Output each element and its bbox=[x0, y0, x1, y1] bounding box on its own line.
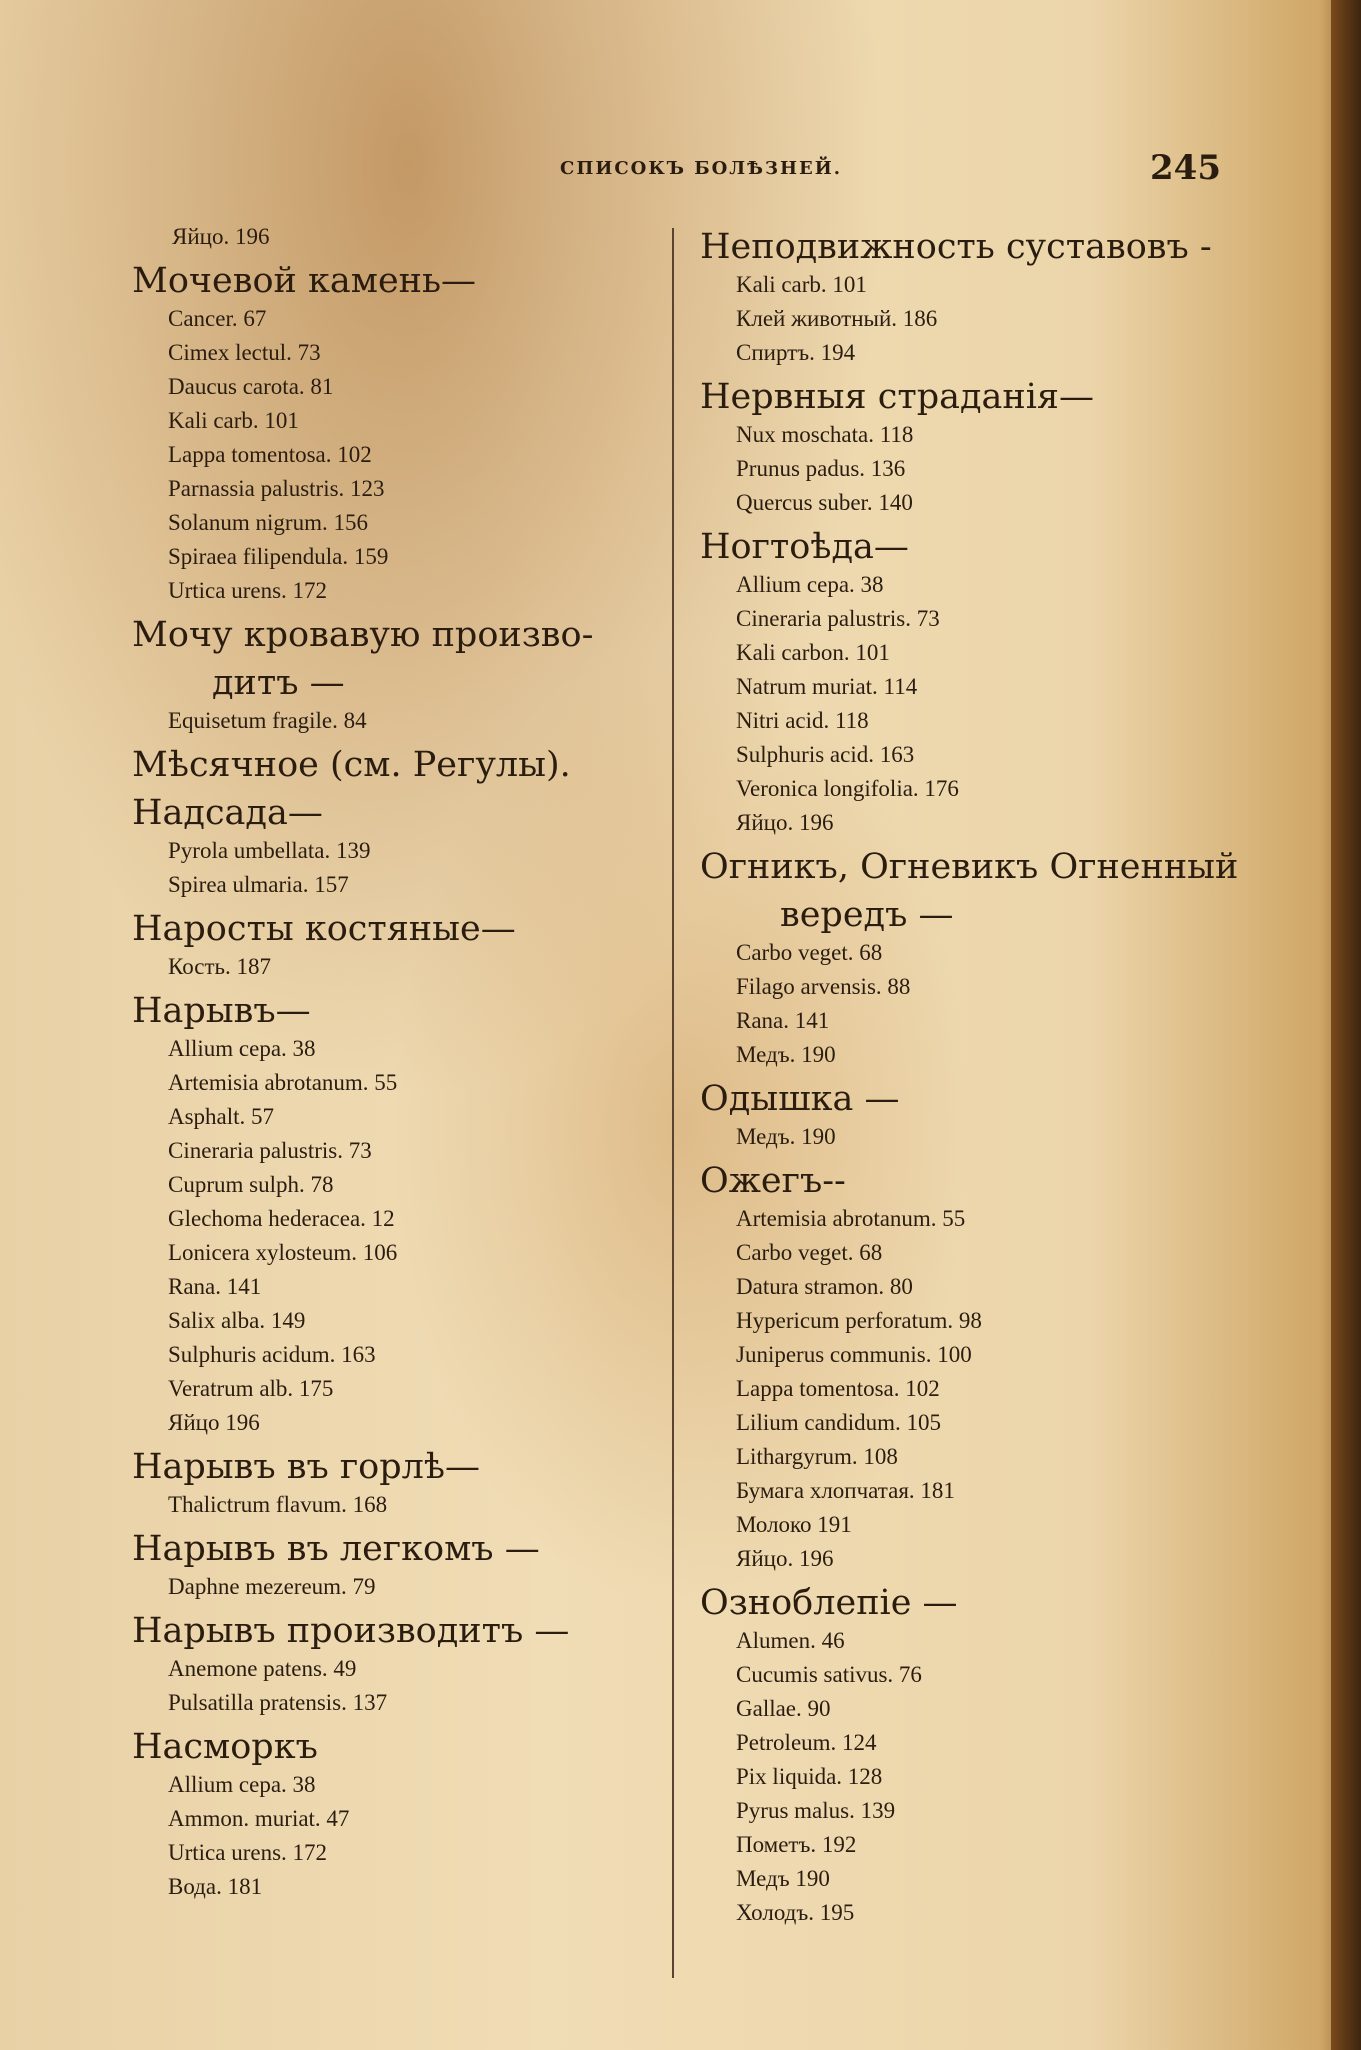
book-spine-edge bbox=[1331, 0, 1361, 2050]
remedy-item: Cineraria palustris. 73 bbox=[736, 606, 940, 631]
remedy-item: Kali carb. 101 bbox=[736, 272, 867, 297]
remedy-item: Carbo veget. 68 bbox=[736, 940, 883, 965]
remedy-item: Lonicera xylosteum. 106 bbox=[168, 1240, 398, 1265]
remedy-item: Solanum nigrum. 156 bbox=[168, 510, 368, 535]
remedy-item: Parnassia palustris. 123 bbox=[168, 476, 385, 501]
entry-heading: Надсада— bbox=[132, 793, 323, 833]
lead-item: Яйцо. 196 bbox=[172, 224, 270, 249]
entry-heading: Озноблепіе — bbox=[700, 1583, 958, 1623]
entry-heading: вередъ — bbox=[780, 895, 954, 935]
index-entry bbox=[700, 376, 1220, 520]
index-entry bbox=[700, 226, 1220, 370]
entry-heading: Огникъ, Огневикъ Огненный bbox=[700, 847, 1239, 887]
remedy-item: Lappa tomentosa. 102 bbox=[168, 442, 372, 467]
remedy-item: Кость. 187 bbox=[168, 954, 272, 979]
remedy-item: Pix liquida. 128 bbox=[736, 1764, 883, 1789]
remedy-item: Veronica longifolia. 176 bbox=[736, 776, 959, 801]
remedy-item: Pulsatilla pratensis. 137 bbox=[168, 1690, 388, 1715]
remedy-item: Allium cepa. 38 bbox=[736, 572, 884, 597]
remedy-item: Яйцо 196 bbox=[168, 1410, 260, 1435]
remedy-item: Nitri acid. 118 bbox=[736, 708, 869, 733]
entry-heading: Неподвижность суставовъ - bbox=[700, 227, 1212, 267]
remedy-item: Nux moschata. 118 bbox=[736, 422, 914, 447]
index-entry bbox=[132, 990, 652, 1440]
entry-heading: Нарывъ производитъ — bbox=[132, 1611, 570, 1651]
remedy-item: Quercus suber. 140 bbox=[736, 490, 913, 515]
running-head: СПИСОКЪ БОЛѢЗНЕЙ. bbox=[560, 158, 843, 179]
remedy-item: Allium cepa. 38 bbox=[168, 1036, 316, 1061]
index-entry bbox=[132, 1446, 652, 1522]
entry-heading: Ногтоѣда— bbox=[700, 527, 909, 567]
remedy-item: Sulphuris acid. 163 bbox=[736, 742, 915, 767]
remedy-item: Cancer. 67 bbox=[168, 306, 267, 331]
remedy-item: Яйцо. 196 bbox=[736, 1546, 834, 1571]
right-entries bbox=[700, 226, 1239, 1930]
entry-heading: дитъ — bbox=[212, 663, 345, 703]
remedy-item: Cuprum sulph. 78 bbox=[168, 1172, 334, 1197]
remedy-item: Artemisia abrotanum. 55 bbox=[736, 1206, 966, 1231]
index-entry bbox=[700, 846, 1239, 1072]
remedy-item: Бумага хлопчатая. 181 bbox=[736, 1478, 955, 1503]
remedy-item: Spiraea filipendula. 159 bbox=[168, 544, 389, 569]
column-divider bbox=[672, 228, 674, 1978]
remedy-item: Hypericum perforatum. 98 bbox=[736, 1308, 982, 1333]
remedy-item: Datura stramon. 80 bbox=[736, 1274, 913, 1299]
remedy-item: Kali carb. 101 bbox=[168, 408, 299, 433]
remedy-item: Veratrum alb. 175 bbox=[168, 1376, 334, 1401]
remedy-item: Salix alba. 149 bbox=[168, 1308, 306, 1333]
page-number: 245 bbox=[1150, 148, 1221, 188]
remedy-item: Natrum muriat. 114 bbox=[736, 674, 918, 699]
entry-heading: Нервныя страданія— bbox=[700, 377, 1094, 417]
entry-heading: Насморкъ bbox=[132, 1727, 318, 1767]
remedy-item: Asphalt. 57 bbox=[168, 1104, 275, 1129]
remedy-item: Cimex lectul. 73 bbox=[168, 340, 321, 365]
index-entry bbox=[132, 1610, 652, 1720]
remedy-item: Sulphuris acidum. 163 bbox=[168, 1342, 376, 1367]
remedy-item: Cineraria palustris. 73 bbox=[168, 1138, 372, 1163]
index-entry bbox=[132, 744, 652, 786]
index-entry bbox=[132, 792, 652, 902]
remedy-item: Пометъ. 192 bbox=[736, 1832, 857, 1857]
entry-heading: Ожегъ-- bbox=[700, 1161, 846, 1201]
entry-heading: Нарывъ въ легкомъ — bbox=[132, 1529, 540, 1569]
remedy-item: Prunus padus. 136 bbox=[736, 456, 906, 481]
remedy-item: Холодъ. 195 bbox=[736, 1900, 855, 1925]
remedy-item: Carbo veget. 68 bbox=[736, 1240, 883, 1265]
index-entry bbox=[700, 526, 1220, 840]
remedy-item: Pyrus malus. 139 bbox=[736, 1798, 896, 1823]
remedy-item: Gallae. 90 bbox=[736, 1696, 831, 1721]
remedy-item: Spirea ulmaria. 157 bbox=[168, 872, 349, 897]
remedy-item: Lilium candidum. 105 bbox=[736, 1410, 942, 1435]
remedy-item: Anemone patens. 49 bbox=[168, 1656, 357, 1681]
remedy-item: Daucus carota. 81 bbox=[168, 374, 334, 399]
index-entry bbox=[132, 614, 652, 738]
remedy-item: Allium cepa. 38 bbox=[168, 1772, 316, 1797]
entry-heading: Мочевой камень— bbox=[132, 261, 477, 301]
index-entry bbox=[700, 1582, 1220, 1930]
index-entry bbox=[700, 1078, 1220, 1154]
entry-heading: Наросты костяные— bbox=[132, 909, 516, 949]
index-entry bbox=[700, 1160, 1220, 1576]
remedy-item: Вода. 181 bbox=[168, 1874, 263, 1899]
remedy-item: Alumen. 46 bbox=[736, 1628, 845, 1653]
remedy-item: Медъ. 190 bbox=[736, 1124, 836, 1149]
remedy-item: Kali carbon. 101 bbox=[736, 640, 890, 665]
remedy-item: Urtica urens. 172 bbox=[168, 1840, 328, 1865]
remedy-item: Медъ. 190 bbox=[736, 1042, 836, 1067]
left-column bbox=[132, 220, 652, 1904]
remedy-item: Rana. 141 bbox=[736, 1008, 830, 1033]
index-entry bbox=[132, 1726, 652, 1904]
remedy-item: Filago arvensis. 88 bbox=[736, 974, 911, 999]
remedy-item: Медъ 190 bbox=[736, 1866, 830, 1891]
entry-heading: Нарывъ въ горлѣ— bbox=[132, 1447, 481, 1487]
left-entries bbox=[132, 260, 652, 1904]
index-entry bbox=[132, 260, 652, 608]
remedy-item: Equisetum fragile. 84 bbox=[168, 708, 367, 733]
remedy-item: Спиртъ. 194 bbox=[736, 340, 856, 365]
remedy-item: Клей животный. 186 bbox=[736, 306, 938, 331]
remedy-item: Juniperus communis. 100 bbox=[736, 1342, 972, 1367]
remedy-item: Thalictrum flavum. 168 bbox=[168, 1492, 388, 1517]
remedy-item: Petroleum. 124 bbox=[736, 1730, 877, 1755]
remedy-item: Cucumis sativus. 76 bbox=[736, 1662, 922, 1687]
remedy-item: Glechoma hederacea. 12 bbox=[168, 1206, 395, 1231]
remedy-item: Rana. 141 bbox=[168, 1274, 262, 1299]
remedy-item: Молоко 191 bbox=[736, 1512, 852, 1537]
remedy-item: Lithargyrum. 108 bbox=[736, 1444, 898, 1469]
index-entry bbox=[132, 1528, 652, 1604]
entry-heading: Мочу кровавую произво- bbox=[132, 615, 594, 655]
remedy-item: Artemisia abrotanum. 55 bbox=[168, 1070, 398, 1095]
remedy-item: Urtica urens. 172 bbox=[168, 578, 328, 603]
remedy-item: Pyrola umbellata. 139 bbox=[168, 838, 371, 863]
remedy-item: Lappa tomentosa. 102 bbox=[736, 1376, 940, 1401]
remedy-item: Яйцо. 196 bbox=[736, 810, 834, 835]
right-column bbox=[700, 220, 1239, 1930]
index-entry bbox=[132, 908, 652, 984]
entry-heading: Мѣсячное (см. Регулы). bbox=[132, 745, 571, 785]
remedy-item: Ammon. muriat. 47 bbox=[168, 1806, 350, 1831]
entry-heading: Нарывъ— bbox=[132, 991, 311, 1031]
remedy-item: Daphne mezereum. 79 bbox=[168, 1574, 376, 1599]
entry-heading: Одышка — bbox=[700, 1079, 900, 1119]
